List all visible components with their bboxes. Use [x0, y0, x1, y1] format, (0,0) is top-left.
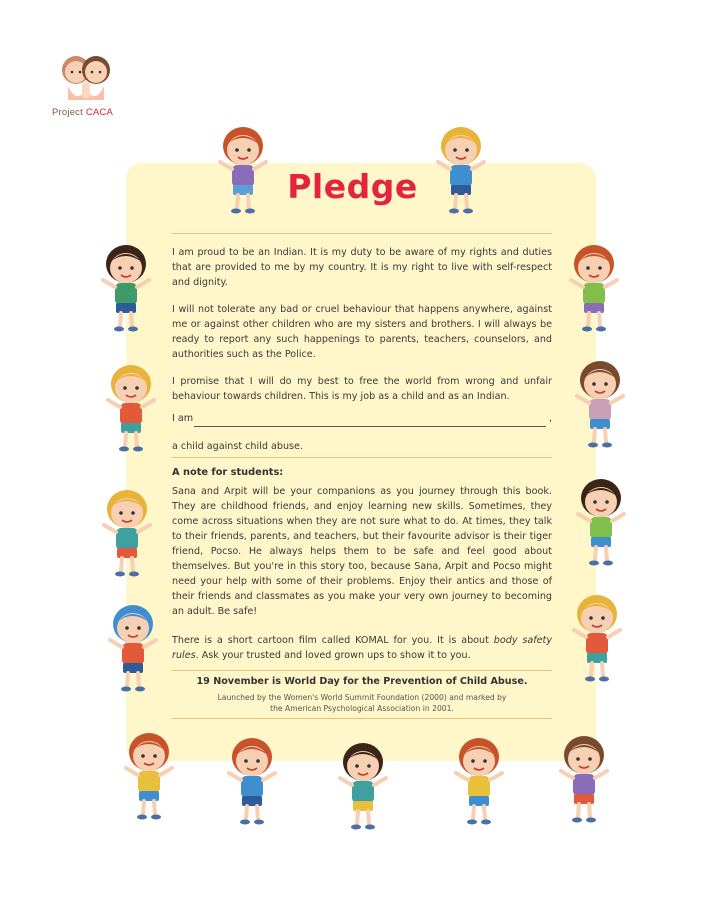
- divider: [172, 670, 552, 671]
- logo-text: Project CACA: [52, 107, 114, 118]
- child-cartoon-icon: [446, 733, 512, 829]
- pledge-paragraph-3: I promise that I will do my best to free the world from wrong and unfair behaviour towards children. This is my job as a child and as an Indian.: [172, 376, 552, 402]
- divider: [172, 233, 552, 234]
- iam-comma: ,: [548, 413, 552, 424]
- name-field: [172, 413, 552, 429]
- signoff: a child against child abuse.: [172, 441, 303, 452]
- footer-title: 19 November is World Day for the Prevention of Child Abuse.: [196, 676, 528, 687]
- pledge-paragraph-2: I will not tolerate any bad or cruel behaviour that happens anywhere, against me or against other children who are my sisters and brothers. I will always be ready to report any such happenings to parents, teachers, counselors, and authorities such as the Police.: [172, 304, 552, 360]
- child-cartoon-icon: [210, 122, 276, 218]
- film-note: There is a short cartoon film called KOMAL for you. It is about body safety rules. Ask your trusted and loved grown ups to show it to you.: [172, 635, 552, 661]
- children-logo-icon: [58, 52, 114, 104]
- footer-subtitle: Launched by the Women's World Summit Foundation (2000) and marked by the American Psychological Association in 2001.: [217, 693, 507, 713]
- note-heading: A note for students:: [172, 467, 284, 478]
- child-cartoon-icon: [94, 485, 160, 581]
- child-cartoon-icon: [568, 474, 634, 570]
- child-cartoon-icon: [428, 122, 494, 218]
- child-cartoon-icon: [567, 356, 633, 452]
- pledge-paragraph-1: I am proud to be an Indian. It is my duty to be aware of my rights and duties that are provided to me by my country. It is my right to live with self-respect and dignity.: [172, 247, 552, 288]
- child-cartoon-icon: [561, 240, 627, 336]
- divider: [172, 718, 552, 719]
- child-cartoon-icon: [116, 728, 182, 824]
- child-cartoon-icon: [564, 590, 630, 686]
- child-cartoon-icon: [551, 731, 617, 827]
- child-cartoon-icon: [330, 738, 396, 834]
- child-cartoon-icon: [219, 733, 285, 829]
- child-cartoon-icon: [93, 240, 159, 336]
- child-cartoon-icon: [98, 360, 164, 456]
- child-cartoon-icon: [100, 600, 166, 696]
- divider: [172, 457, 552, 458]
- iam-label: I am: [172, 413, 194, 424]
- name-underline: [194, 426, 546, 427]
- note-body: Sana and Arpit will be your companions as you journey through this book. They are childhood friends, and enjoy learning new skills. Sometimes, they come across situations when they are not sure what to do. At times, they talk to their friends, parents, and teachers, but their favourite advisor is their tiger friend, Pocso. He always helps them to be safe and feel good about themselves. But you're in this story too, because Sana, Arpit and Pocso might need your help with some of their problems. Enjoy their antics and those of their friends and classmates as you make your very own journey to becoming an adult. Be safe!: [172, 486, 552, 617]
- page-title: Pledge: [287, 167, 418, 206]
- project-caca-logo: [52, 52, 132, 122]
